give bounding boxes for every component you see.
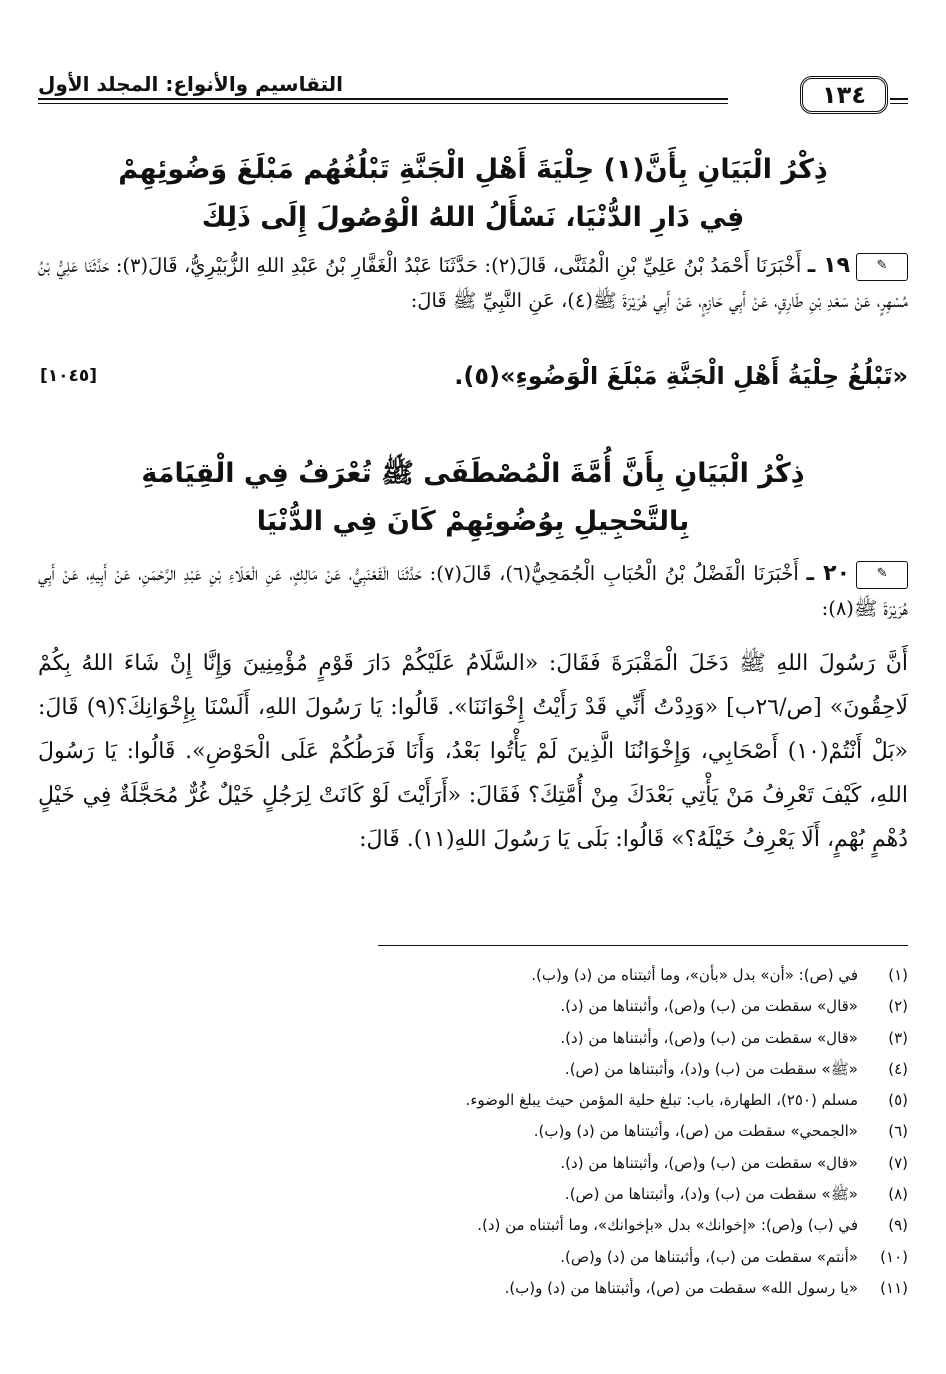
footnote-number: (٥) <box>888 1091 908 1110</box>
footnotes <box>38 960 908 1304</box>
footnote <box>38 1085 908 1116</box>
hadith-20-isnad <box>38 556 908 626</box>
footnote <box>38 960 908 991</box>
book-title: التقاسيم والأنواع: المجلد الأول <box>38 72 344 96</box>
footnote <box>38 1242 908 1273</box>
footnote-number: (٢) <box>888 997 908 1016</box>
footnote-text: «قال» سقطت من (ب) و(ص)، وأثبتناها من (د). <box>560 1028 858 1047</box>
isnad-text: أَخْبَرَنَا أَحْمَدُ بْنُ عَلِيِّ بْنِ الْمُثَنَّى، قَالَ(٢): حَدَّثَنَا عَبْدُ الْغَفَّارِ بْنُ عَبْدِ اللهِ الزُّبَيْرِيُّ، قَالَ(٣): حَدَّثَنَا عَلِيُّ بْنُ مُسْهِرٍ، عَنْ سَعْدِ بْنِ طَارِقٍ، عَنْ أَبِي حَازِمٍ، عَنْ أَبِي هُرَيْرَةَ ﷺ(٤)، عَنِ النَّبِيِّ ﷺ قَالَ: <box>38 254 908 312</box>
footnote-text: «قال» سقطت من (ب) و(ص)، وأثبتناها من (د). <box>560 1153 858 1172</box>
running-header <box>38 70 908 120</box>
footnote-number: (١١) <box>880 1278 908 1297</box>
heading-line: فِي دَارِ الدُّنْيَا، نَسْأَلُ اللهُ الْوُصُولَ إِلَى ذَلِكَ <box>201 202 745 233</box>
heading-line: ذِكْرُ الْبَيَانِ بِأَنَّ(١) حِلْيَةَ أَهْلِ الْجَنَّةِ تَبْلُغُهُم مَبْلَغَ وَضُوئِهِمْ <box>118 154 828 185</box>
hadith-ornament-icon: ✎ <box>856 561 908 589</box>
hadith-19-isnad <box>38 248 908 318</box>
footnote-text: «أنتم» سقطت من (ب)، وأثبتناها من (د) و(ص). <box>560 1247 858 1266</box>
chapter-heading-1 <box>40 146 906 242</box>
footnote-text: في (ص): «أن» بدل «بأن»، وما أثبتناه من (د) و(ب). <box>531 966 858 984</box>
footnote-number: (٣) <box>888 1028 908 1047</box>
hadith-ornament-icon: ✎ <box>856 253 908 281</box>
footnote-text: مسلم (٢٥٠)، الطهارة، باب: تبلغ حلية المؤمن حيث يبلغ الوضوء. <box>465 1091 858 1110</box>
footnote-number: (١) <box>888 966 908 984</box>
footnote-text: «ﷺ» سقطت من (ب) و(د)، وأثبتناها من (ص). <box>564 1185 858 1204</box>
footnote <box>38 1023 908 1054</box>
footnote-number: (١٠) <box>880 1247 908 1266</box>
header-rule <box>890 98 908 100</box>
footnote-number: (٧) <box>888 1153 908 1172</box>
footnote-number: (٤) <box>888 1059 908 1078</box>
footnote-text: «يا رسول الله» سقطت من (ص)، وأثبتناها من (د) و(ب). <box>504 1278 858 1297</box>
chapter-heading-2 <box>40 450 906 546</box>
hadith-20-text: أَنَّ رَسُولَ اللهِ ﷺ دَخَلَ الْمَقْبَرَةَ فَقَالَ: «السَّلَامُ عَلَيْكُمْ دَارَ قَوْمٍ مُؤْمِنِينَ وَإِنَّا إِنْ شَاءَ اللهُ بِكُمْ لَاحِقُونَ» [ص/٢٦ب] «وَدِدْتُ أَنِّي قَدْ رَأَيْتُ إِخْوَانَنَا». قَالُوا: يَا رَسُولَ اللهِ، أَلَسْنَا بِإِخْوَانِكَ؟(٩) قَالَ: «بَلْ أَنْتُمْ(١٠) أَصْحَابِي، وَإِخْوَانُنَا الَّذِينَ لَمْ يَأْتُوا بَعْدُ، وَأَنَا فَرَطُكُمْ عَلَى الْحَوْضِ». قَالُوا: يَا رَسُولَ اللهِ، كَيْفَ تَعْرِفُ مَنْ يَأْتِي بَعْدَكَ مِنْ أُمَّتِكَ؟ فَقَالَ: «أَرَأَيْتَ لَوْ كَانَتْ لِرَجُلٍ خَيْلٌ غُرٌّ مُحَجَّلَةٌ فِي خَيْلٍ دُهْمٍ بُهْمٍ، أَلَا يَعْرِفُ خَيْلَهُ؟» قَالُوا: بَلَى يَا رَسُولَ اللهِ(١١). قَالَ: <box>38 651 908 852</box>
footnote-number: (٩) <box>888 1216 908 1235</box>
heading-line: بِالتَّحْجِيلِ بِوُضُوئِهِمْ كَانَ فِي الدُّنْيَا <box>256 506 690 537</box>
footnote <box>38 1148 908 1179</box>
footnote <box>38 991 908 1022</box>
header-rule <box>890 103 908 104</box>
footnote <box>38 1179 908 1210</box>
hadith-number: ٢٠ ـ <box>806 561 851 586</box>
hadith-number: ١٩ ـ <box>807 253 850 278</box>
footnote <box>38 1210 908 1241</box>
header-rule <box>38 98 728 100</box>
header-rule <box>38 103 728 104</box>
footnote-separator <box>378 945 908 946</box>
footnote-text: في (ب) و(ص): «إخوانك» بدل «بإخوانك»، وما أثبتناه من (د). <box>477 1216 858 1235</box>
page-number: ١٣٤ <box>800 76 888 114</box>
hadith-reference-number: [١٠٤٥] <box>40 366 98 386</box>
footnote-text: «ﷺ» سقطت من (ب) و(د)، وأثبتناها من (ص). <box>564 1059 858 1078</box>
footnote <box>38 1054 908 1085</box>
footnote <box>38 1116 908 1147</box>
footnote-number: (٦) <box>888 1122 908 1141</box>
footnote-number: (٨) <box>888 1185 908 1204</box>
footnote-text: «الجمحي» سقطت من (ص)، وأثبتناها من (د) و(ب). <box>533 1122 858 1141</box>
footnote-text: «قال» سقطت من (ب) و(ص)، وأثبتناها من (د). <box>560 997 858 1016</box>
hadith-19-matn: «تَبْلُغُ حِلْيَةُ أَهْلِ الْجَنَّةِ مَبْلَغَ الْوَضُوءِ»(٥). <box>454 362 908 390</box>
heading-line: ذِكْرُ الْبَيَانِ بِأَنَّ أُمَّةَ الْمُصْطَفَى ﷺ تُعْرَفُ فِي الْقِيَامَةِ <box>141 458 805 489</box>
footnote <box>38 1273 908 1304</box>
isnad-text: أَخْبَرَنَا الْفَضْلُ بْنُ الْحُبَابِ الْجُمَحِيُّ(٦)، قَالَ(٧): حَدَّثَنَا الْقَعْنَبِيُّ، عَنْ مَالِكٍ، عَنِ الْعَلَاءِ بْنِ عَبْدِ الرَّحْمَنِ، عَنْ أَبِيهِ، عَنْ أَبِي هُرَيْرَةَ ﷺ(٨): <box>38 562 908 620</box>
